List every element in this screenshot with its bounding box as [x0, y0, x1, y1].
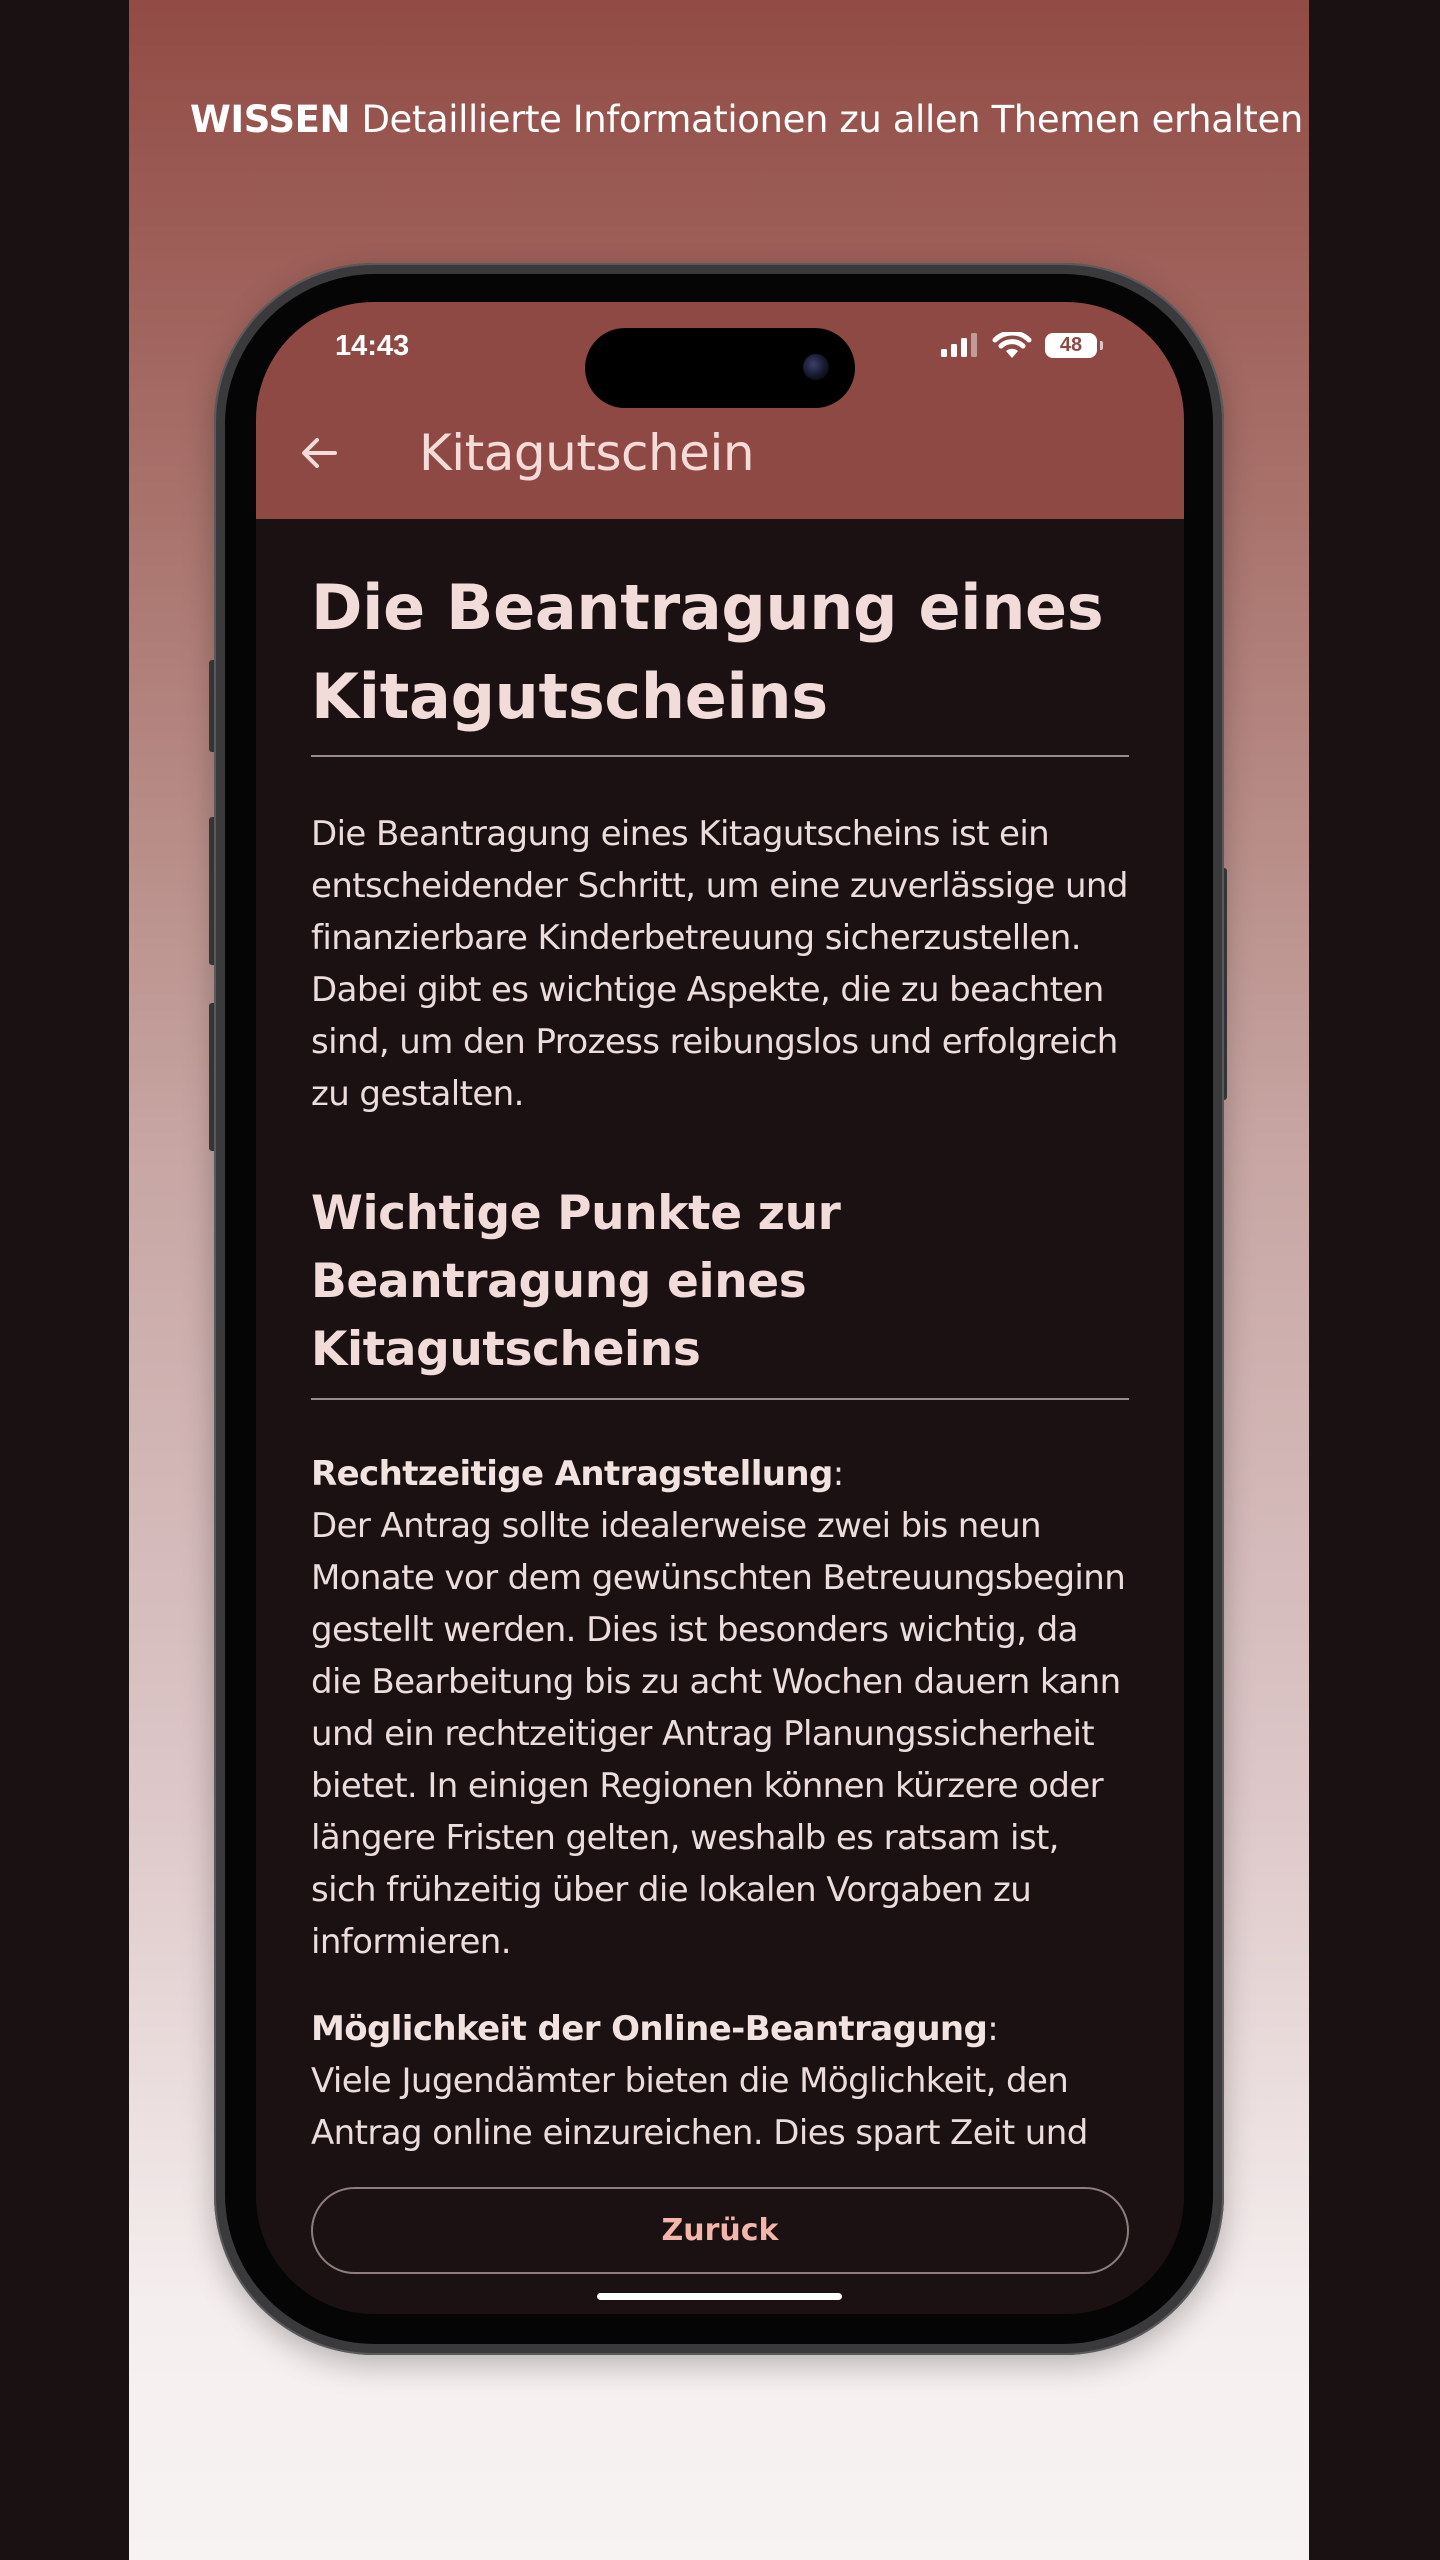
point-text: Viele Jugendämter bieten die Möglichkeit, den Antrag online einzureichen. Dies spart Zeit und — [311, 2061, 1088, 2153]
back-arrow-button[interactable] — [290, 424, 348, 482]
point-text: Der Antrag sollte idealerweise zwei bis neun Monate vor dem gewünschten Betreuungsbeginn gestellt werden. Dies ist besonders wichtig, da die Bearbeitung bis zu acht Wochen dauern kann und ein rechtzeitiger Antrag Planungssicherheit bietet. In einigen Regionen können kürzere oder längere Fristen gelten, weshalb es ratsam ist, sich frühzeitig über die lokalen Vorgaben zu informieren. — [311, 1506, 1126, 1962]
article-intro: Die Beantragung eines Kitagutscheins ist ein entscheidender Schritt, um eine zuverlässige und finanzierbare Kinderbetreuung sicherzustellen. Dabei gibt es wichtige Aspekte, die zu beachten sind, um den Prozess reibungslos und erfolgreich zu gestalten. — [311, 814, 1128, 1114]
battery-icon — [1045, 333, 1097, 358]
list-item: Rechtzeitige Antragstellung: Der Antrag sollte idealerweise zwei bis neun Monate vor dem gewünschten Betreuungsbeginn gestellt werden. Dies ist besonders wichtig, da die Bearbeitung bis zu acht Wochen dauern kann und ein rechtzeitiger Antrag Planungssicherheit bietet. In einigen Regionen können kürzere oder längere Fristen gelten, weshalb es ratsam ist, sich frühzeitig über die lokalen Vorgaben zu informieren. — [311, 1454, 1126, 1962]
title-divider — [311, 755, 1129, 757]
home-indicator[interactable] — [597, 2293, 842, 2300]
app-bar-title: Kitagutschein — [419, 424, 755, 482]
marketing-tagline: Detaillierte Informationen zu allen Themen erhalten — [361, 98, 1303, 141]
list-item: Möglichkeit der Online-Beantragung: Viele Jugendämter bieten die Möglichkeit, den Antrag online einzureichen. Dies spart Zeit und — [311, 2009, 1088, 2153]
back-button[interactable]: Zurück — [311, 2187, 1129, 2274]
section-divider — [311, 1398, 1129, 1400]
point-label: Rechtzeitige Antragstellung — [311, 1454, 833, 1494]
camera-icon — [803, 354, 829, 380]
article-title: Die Beantragung eines Kitagutscheins — [311, 571, 1104, 733]
promo-stage — [129, 0, 1309, 2560]
dynamic-island — [585, 328, 855, 408]
phone-screen — [256, 302, 1184, 2314]
status-time: 14:43 — [335, 330, 410, 362]
arrow-left-icon — [299, 435, 339, 471]
point-label: Möglichkeit der Online-Beantragung — [311, 2009, 988, 2049]
marketing-headline — [190, 98, 1303, 141]
section-heading: Wichtige Punkte zur Beantragung eines Kitagutscheins — [311, 1186, 841, 1377]
battery-level: 48 — [1059, 334, 1083, 356]
article-content[interactable] — [311, 519, 1129, 2161]
app-header — [256, 302, 1184, 519]
signal-icon — [940, 332, 980, 358]
marketing-keyword: WISSEN — [190, 98, 351, 141]
wifi-icon — [992, 332, 1032, 360]
